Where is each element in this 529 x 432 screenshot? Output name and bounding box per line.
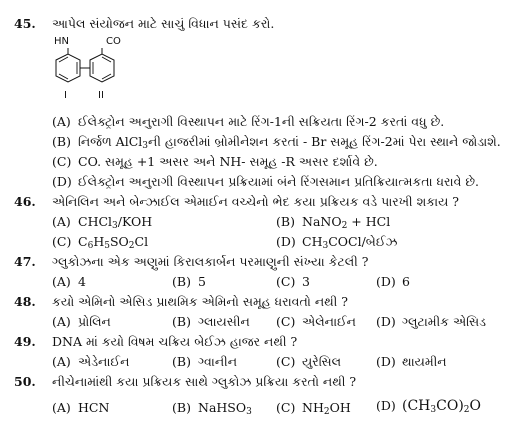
question-number: 48.	[14, 294, 36, 309]
option-c	[276, 314, 356, 330]
option-b	[172, 400, 252, 417]
option-label: (B)	[172, 354, 191, 369]
option-text: એડેનાઈન	[78, 354, 130, 369]
ring-label-1: I	[64, 90, 67, 101]
option-d	[376, 274, 410, 289]
option-label: (A)	[52, 274, 71, 289]
option-text: NaHSO	[198, 400, 247, 415]
option-text: પ્રોલિન	[78, 314, 111, 329]
subscript: 2	[323, 407, 330, 417]
option-text: 5	[198, 274, 206, 289]
option-b	[52, 134, 501, 151]
question-48	[14, 294, 519, 310]
question-number: 47.	[14, 254, 36, 269]
option-label: (C)	[276, 314, 296, 329]
option-label: (A)	[52, 114, 71, 129]
option-b	[172, 314, 250, 330]
question-45	[14, 16, 519, 32]
option-text: 3	[302, 274, 310, 289]
option-text: H	[93, 234, 105, 249]
option-text: Cl	[134, 234, 149, 249]
option-a	[52, 314, 111, 330]
subscript: 3	[246, 407, 252, 417]
subscript: 3	[430, 405, 437, 415]
option-text: ગ્લુટામીક એસિડ	[402, 314, 486, 329]
option-text: /KOH	[117, 214, 153, 229]
question-number: 49.	[14, 334, 36, 349]
option-c	[52, 154, 378, 170]
option-text: SO	[109, 234, 129, 249]
question-49	[14, 334, 519, 350]
option-d	[276, 234, 397, 251]
option-label: (C)	[52, 234, 72, 249]
subscript: 6	[87, 241, 94, 251]
subscript: 3	[112, 221, 118, 231]
option-text: NaNO	[302, 214, 342, 229]
option-label: (C)	[276, 400, 296, 415]
option-text: COCl/બેઈઝ	[328, 234, 398, 249]
subscript: 3	[142, 141, 149, 151]
option-b	[172, 354, 237, 370]
option-text: + HCl	[347, 214, 391, 229]
structure-drawing	[44, 46, 134, 106]
option-label: (D)	[52, 174, 72, 189]
option-text: CO)	[436, 398, 464, 414]
option-label: (D)	[376, 314, 396, 329]
option-a	[52, 214, 152, 231]
option-c	[276, 354, 341, 370]
option-a	[52, 274, 86, 289]
option-a	[52, 400, 109, 415]
subscript: 2	[463, 405, 470, 415]
option-b	[276, 214, 390, 231]
option-label: (B)	[52, 134, 71, 149]
subscript: 3	[322, 241, 329, 251]
question-47	[14, 254, 519, 270]
option-text: 4	[78, 274, 86, 289]
option-text: ની હાજરીમાં બ્રોમીનેશન કરતાં - Br સમૂહ રિંગ-2માં પેરા સ્થાને જોડાશે.	[148, 134, 501, 149]
subscript: 2	[341, 221, 348, 231]
ring-label-2: II	[98, 90, 104, 101]
option-c	[276, 400, 351, 417]
option-text: થાયમીન	[402, 354, 447, 369]
option-label: (A)	[52, 354, 71, 369]
question-text: એનિલિન અને બેન્ઝાઈલ એમાઈન વચ્ચેનો ભેદ કયા પ્રક્રિયક વડે પારખી શકાય ?	[52, 194, 460, 209]
question-46	[14, 194, 519, 210]
question-number: 45.	[14, 16, 36, 31]
question-number: 46.	[14, 194, 36, 209]
option-label: (D)	[376, 274, 396, 289]
option-text: નિર્જળ AlCl	[78, 134, 143, 149]
option-text: CO. સમૂહ +1 અસર અને NH- સમૂહ -R અસર દર્શાવે છે.	[78, 154, 378, 169]
option-label: (D)	[276, 234, 296, 249]
option-label: (D)	[376, 354, 396, 369]
question-number: 50.	[14, 374, 36, 389]
option-text: (CH	[402, 398, 431, 414]
question-50	[14, 374, 519, 390]
option-d	[52, 174, 479, 190]
question-text: નીચેનામાંથી કયા પ્રક્રિયક સાથે ગ્લુકોઝ પ્રક્રિયા કરતો નથી ?	[52, 374, 357, 389]
question-text: ગ્લુકોઝના એક અણુમાં કિરાલકાર્બન પરમાણુની સંખ્યા કેટલી ?	[52, 254, 369, 269]
subscript: 2	[128, 241, 135, 251]
option-label: (C)	[52, 154, 72, 169]
option-d	[376, 398, 481, 415]
option-label: (B)	[276, 214, 295, 229]
option-a	[52, 114, 444, 130]
option-text: યુરેસિલ	[302, 354, 342, 369]
subscript: 5	[104, 241, 110, 251]
chemical-structure	[44, 36, 134, 106]
option-text: ઈલેક્ટ્રોન અનુરાગી વિસ્થાપન માટે રિંગ-1ની સક્રિયતા રિંગ-2 કરતાં વધુ છે.	[78, 114, 445, 129]
option-label: (C)	[276, 274, 296, 289]
option-text: C	[78, 234, 88, 249]
question-text: આપેલ સંયોજન માટે સાચું વિધાન પસંદ કરો.	[52, 16, 275, 31]
question-text: DNA માં કયો વિષમ ચક્રિય બેઈઝ હાજર નથી ?	[52, 334, 298, 349]
option-d	[376, 314, 486, 330]
option-label: (C)	[276, 354, 296, 369]
option-text: એલેનાઈન	[302, 314, 356, 329]
option-text: O	[469, 398, 481, 414]
structure-label-co: CO	[106, 36, 121, 47]
option-text: 6	[402, 274, 410, 289]
option-label: (A)	[52, 214, 71, 229]
option-c	[276, 274, 310, 289]
question-text: કયો એમિનો એસિડ પ્રાથમિક એમિનો સમૂહ ધરાવતો નથી ?	[52, 294, 349, 309]
option-c	[52, 234, 148, 251]
option-text: ઈલેક્ટ્રોન અનુરાગી વિસ્થાપન પ્રક્રિયામાં બંને રિંગસમાન પ્રતિક્રિયાત્મકતા ધરાવે છે.	[78, 174, 479, 189]
option-b	[172, 274, 206, 289]
structure-label-hn: HN	[54, 36, 69, 47]
option-text: OH	[329, 400, 351, 415]
option-text: CH	[302, 234, 323, 249]
option-label: (A)	[52, 400, 71, 415]
option-label: (B)	[172, 314, 191, 329]
option-text: ગ્લાયસીન	[198, 314, 250, 329]
option-label: (B)	[172, 400, 191, 415]
option-d	[376, 354, 447, 370]
option-text: NH	[302, 400, 324, 415]
option-a	[52, 354, 129, 370]
option-text: CHCl	[78, 214, 113, 229]
option-label: (A)	[52, 314, 71, 329]
option-label: (D)	[376, 398, 396, 413]
option-label: (B)	[172, 274, 191, 289]
option-text: HCN	[78, 400, 110, 415]
option-text: ગ્વાનીન	[198, 354, 238, 369]
